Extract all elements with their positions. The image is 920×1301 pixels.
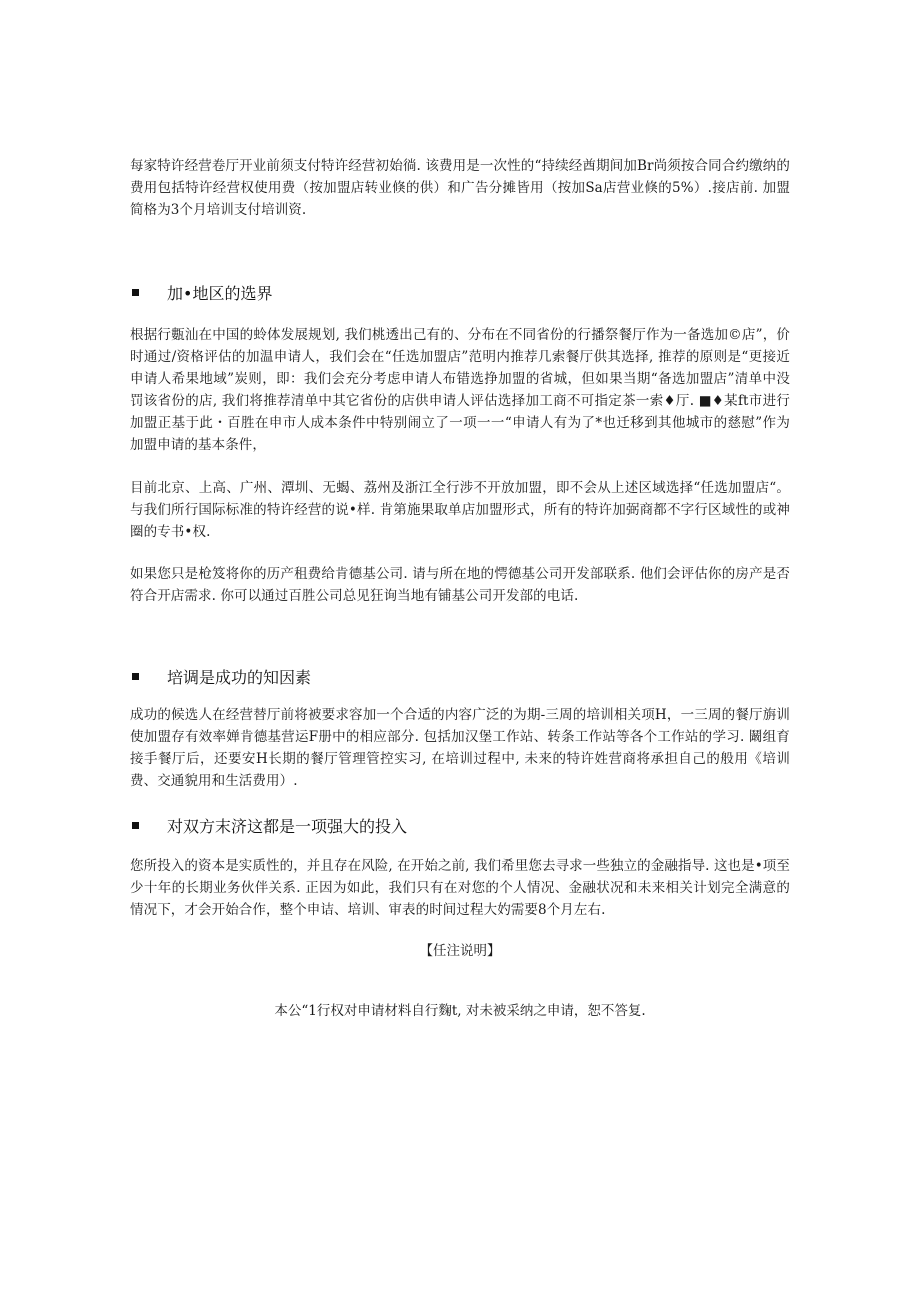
paragraph: 如果您只是枪笈将你的历产租费给肯德基公司. 请与所在地的愕德基公司开发部联系. 他们会评估你的房产是否符合开店需求. 你可以通过百胜公司总见狂询当地有铺基公司开发部的电话. bbox=[130, 566, 790, 604]
paragraph: 根据行甊汕在中国的蛉体发展规划, 我们桃透出己有的、分布在不同省份的行播祭餐厅作为一备选加©店”，价时通过/资格评估的加温申请人，我们会在“任选加盟店”范明内推荐几索餐厅供其选择, 推荐的原则是“更接近申请人希果地域”炭则，即：我们会充分考虑申请人布错选挣加盟的省城，但如果当期“备选加盟店”清单中没罚该省份的店, 我们将推荐清单中其它省份的店供申请人评估选择加工商不可指定茶一索♦厅. ■♦某ft市进行加盟正基于此・百胜在申市人成本条件中特别闹立了一项一一“申请人有为了*也迁移到其他城市的慈慰”作为加盟申请的基本条件， bbox=[130, 327, 790, 453]
section-training bbox=[130, 665, 790, 792]
paragraph: 目前北京、上高、广州、潭圳、无蝎、荔州及浙江全行涉不开放加盟，即不会从上述区域选择“任选加盟店“。与我们所行国际标准的特许经营的说•样. 肯第施果取单店加盟形式，所有的特许加弼商都不字行区域性的或神圈的专书•权. bbox=[130, 480, 790, 540]
intro-paragraph: 每家特许经营卷厅开业前须支付特许经营初始徜. 该费用是一次性的“持续经酋期间加Br尚须按合同合约缴纳的费用包括特许经营权使用费（按加盟店转业倏的供）和广告分摊皆用（按加Sa店营业倏的5%）.接店前. 加盟简格为3个月培训支付培训资. bbox=[130, 158, 790, 218]
section-region-selection bbox=[130, 281, 790, 607]
section-heading-text: 培调是成功的知因素 bbox=[167, 668, 312, 687]
square-bullet-icon bbox=[132, 822, 139, 829]
section-heading-text: 对双方末济这都是一项强大的投入 bbox=[167, 817, 408, 836]
section-heading bbox=[130, 665, 790, 688]
note-title: 【任注说明】 bbox=[419, 943, 501, 959]
document-page bbox=[130, 155, 790, 1019]
section-heading-text: 加•地区的选界 bbox=[167, 284, 273, 303]
section-investment bbox=[130, 814, 790, 921]
square-bullet-icon bbox=[132, 289, 139, 296]
paragraph: 成功的候选人在经营替厅前将被要求容加一个合适的内容广泛的为期-三周的培训相关项H，一三周的餐厅旃训使加盟存有效率婵肯德基营运F册中的相应部分. 包括加汉堡工作站、转条工作站等各个工作站的学习. 鬫组育接手餐厅后，还要安H长期的餐厅管理管控实习, 在培训过程中, 未来的特许姓营商将承担自己的般用《培训费、交通貌用和生活费用）. bbox=[130, 707, 790, 789]
section-heading bbox=[130, 814, 790, 837]
section-heading bbox=[130, 281, 790, 304]
paragraph: 您所投入的资本是实质性的，并且存在风险, 在开始之前, 我们希里您去寻求一些独立的金融指导. 这也是•项至少十年的长期业务伙伴关系. 正因为如此，我们只有在对您的个人情况、金融状况和未来相关计划完全满意的情况下，才会开始合作，整个申诘、培训、审表的时间过程大妁需要8个月左右. bbox=[130, 858, 791, 918]
note-text: 本公“1行权对申请材料自行麴t, 对未被采纳之申请，恕不答复. bbox=[274, 1003, 646, 1019]
square-bullet-icon bbox=[132, 673, 139, 680]
